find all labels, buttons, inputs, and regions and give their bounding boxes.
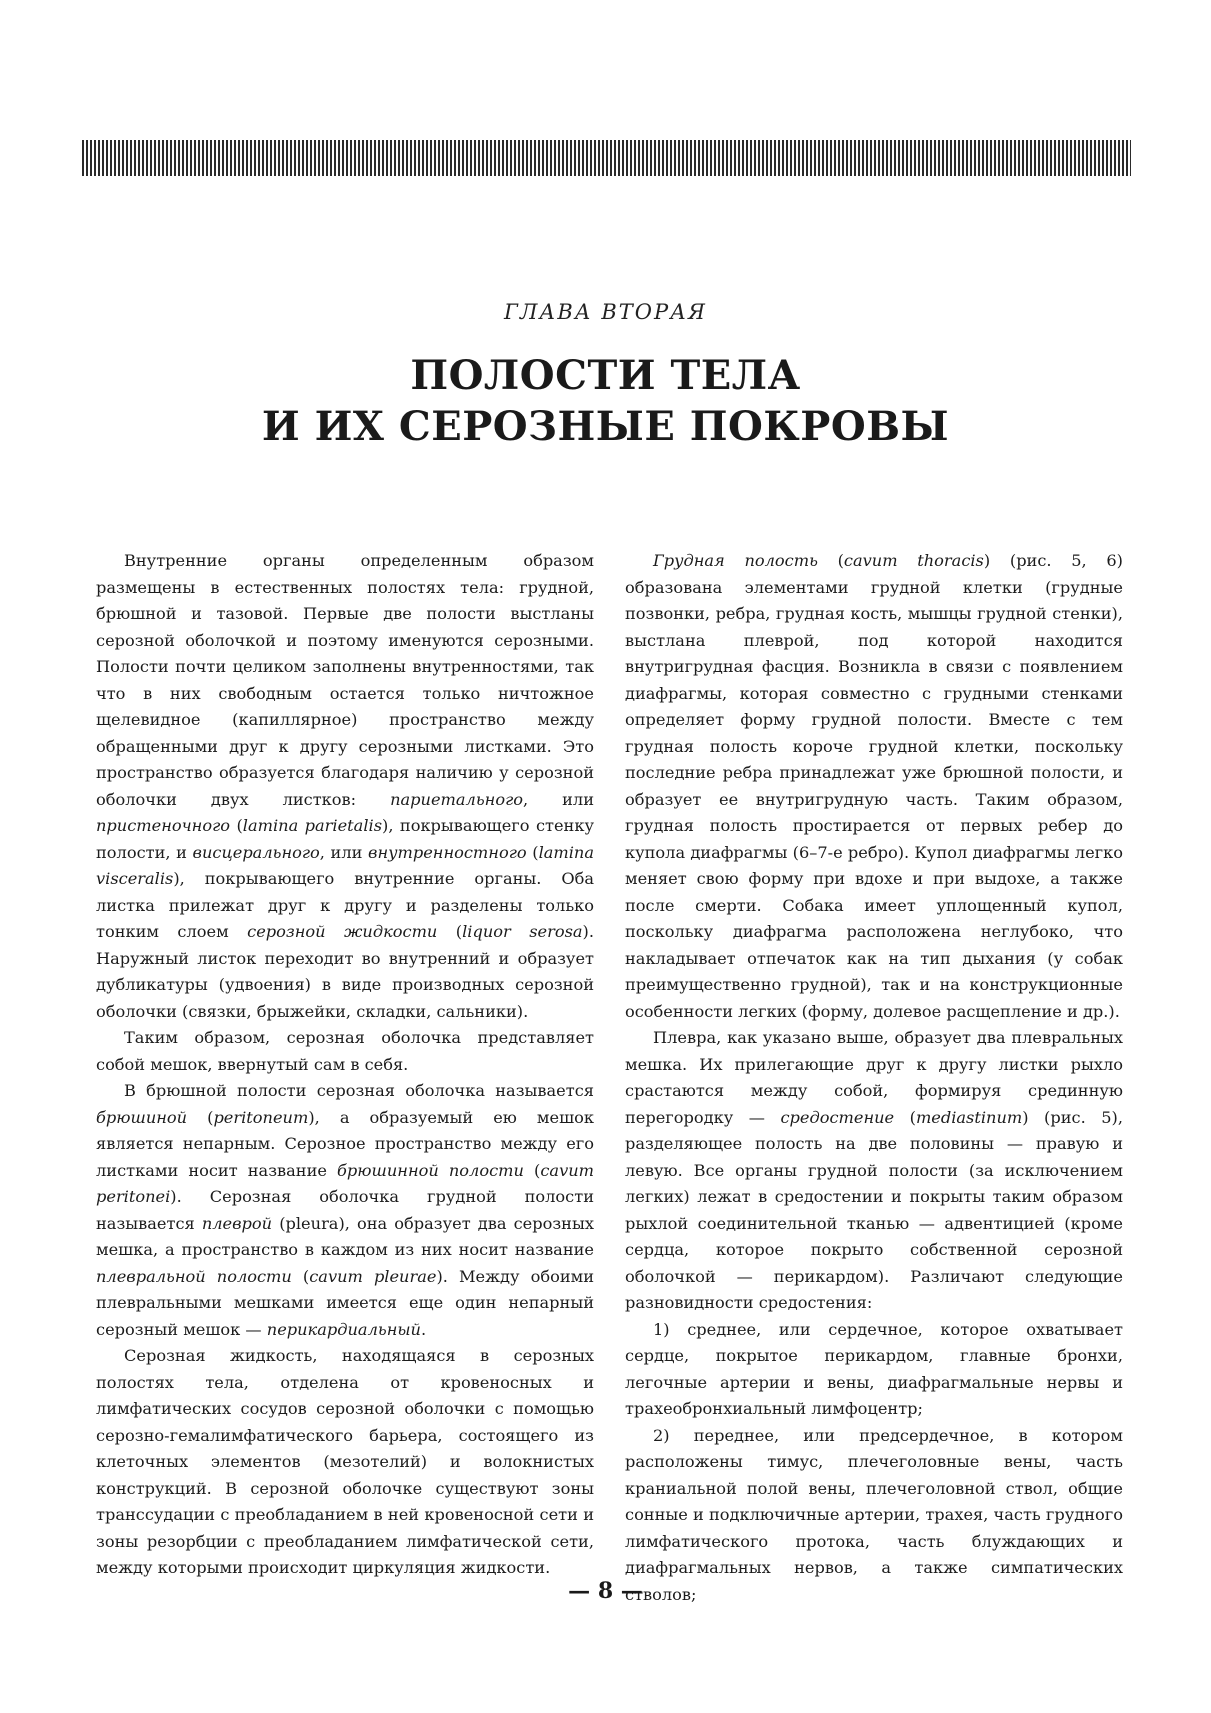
italic-term: висцерального: [192, 842, 320, 862]
text-run: В брюшной полости серозная оболочка называется: [124, 1081, 594, 1100]
paragraph: [96, 1078, 594, 1343]
text-run: Плевра, как указано выше, образует два плевральных мешка. Их прилегающие друг к другу листки рыхло срастаются между собой, формируя срединную перегородку —: [625, 1028, 1123, 1127]
decorative-stripe-bar: [82, 140, 1131, 176]
text-run: .: [420, 1319, 427, 1339]
italic-term: плеврой: [201, 1213, 273, 1233]
text-run: (pleura), она образует два серозных мешка, а пространство в каждом из них носит название: [96, 1213, 594, 1259]
italic-term: внутренностного: [368, 842, 527, 862]
italic-term: париетального: [390, 789, 523, 809]
page-number: — 8 —: [568, 1578, 643, 1604]
text-run: Таким образом, серозная оболочка представляет собой мешок, ввернутый сам в себя.: [96, 1028, 594, 1074]
italic-term: cavum peritonei: [96, 1160, 594, 1206]
text-run: (: [291, 1266, 310, 1286]
italic-term: mediastinum: [915, 1107, 1023, 1127]
text-run: ). Между обоими плевральными мешками имеется еще один непарный серозный мешок —: [96, 1266, 594, 1339]
text-run: ), а образуемый ею мешок является непарным. Серозное пространство между его листками носит название: [96, 1107, 594, 1180]
italic-term: пристеночного: [96, 816, 231, 835]
text-run: , или: [523, 789, 594, 809]
chapter-title-line-1: ПОЛОСТИ ТЕЛА: [410, 352, 801, 399]
paragraph: [625, 1317, 1123, 1423]
italic-term: перикардиальный: [266, 1319, 421, 1339]
italic-term: lamina parietalis: [242, 816, 382, 835]
text-run: ) (рис. 5), разделяющее полость на две половины — правую и левую. Все органы грудной полости (за исключением легких) лежат в средостении и покрыты таким образом рыхлой соединительной тканью — адвентицией (кроме сердца, которое покрыто собственной серозной оболочкой — перикардом). Различают следующие разновидности средостения:: [625, 1107, 1123, 1312]
italic-term: брюшинной полости: [337, 1160, 524, 1180]
text-run: Серозная жидкость, находящаяся в серозных полостях тела, отделена от кровеносных и лимфатических сосудов серозной оболочки с помощью серозно-гемалимфатического барьера, состоящего из клеточных элементов (мезотелий) и волокнистых конструкций. В серозной оболочке существуют зоны транссудации с преобладанием в ней кровеносной сети и зоны резорбции с преобладанием лимфатической сети, между которыми происходит циркуляция жидкости.: [96, 1346, 594, 1577]
chapter-title: [0, 350, 1211, 452]
right-column: [625, 548, 1123, 1608]
text-run: 1) среднее, или сердечное, которое охватывает сердце, покрытое перикардом, главные бронхи, легочные артерии и вены, диафрагмальные нервы и трахеобронхиальный лимфоцентр;: [625, 1319, 1123, 1418]
text-run: ). Наружный листок переходит во внутренний и образует дубликатуры (удвоения) в виде производных серозной оболочки (связки, брыжейки, складки, сальники).: [96, 922, 594, 1021]
italic-term: cavum pleurae: [309, 1266, 437, 1286]
text-run: (: [187, 1107, 214, 1127]
italic-term: Грудная полость: [653, 551, 818, 570]
italic-term: liquor serosa: [462, 922, 583, 941]
italic-term: серозной жидкости: [247, 922, 438, 941]
text-run: ), покрывающего стенку полости, и: [96, 816, 594, 862]
text-run: (: [526, 842, 539, 862]
italic-term: плевральной полости: [96, 1266, 292, 1286]
text-run: (: [230, 816, 243, 835]
paragraph: [96, 1025, 594, 1078]
text-run: (: [523, 1160, 541, 1180]
italic-term: средостение: [780, 1107, 895, 1127]
text-run: ) (рис. 5, 6) образована элементами грудной клетки (грудные позвонки, ребра, грудная кость, мышцы грудной стенки), выстлана плеврой, под которой находится внутригрудная фасция. Возникла в связи с появлением диафрагмы, которая совместно с грудными стенками определяет форму грудной полости. Вместе с тем грудная полость короче грудной клетки, поскольку последние ребра принадлежат уже брюшной полости, и образует ее внутригрудную часть. Таким образом, грудная полость простирается от первых ребер до купола диафрагмы (6–7-е ребро). Купол диафрагмы легко меняет свою форму при вдохе и при выдохе, а также после смерти. Собака имеет уплощенный купол, поскольку диафрагма расположена неглубоко, что накладывает отпечаток как на тип дыхания (у собак преимущественно грудной), так и на конструкционные особенности легких (форму, долевое расщепление и др.).: [625, 551, 1123, 1021]
italic-term: peritoneum: [213, 1107, 309, 1127]
text-run: ), покрывающего внутренние органы. Оба листка прилежат друг к другу и разделены только тонким слоем: [96, 869, 594, 941]
text-run: Внутренние органы определенным образом размещены в естественных полостях тела: грудной, брюшной и тазовой. Первые две полости выстланы серозной оболочкой и поэтому именуются серозными. Полости почти целиком заполнены внутренностями, так что в них свободным остается только ничтожное щелевидное (капиллярное) пространство между обращенными друг к другу серозными листками. Это пространство образуется благодаря наличию у серозной оболочки двух листков:: [96, 551, 594, 809]
italic-term: cavum thoracis: [843, 551, 984, 570]
text-run: (: [894, 1107, 916, 1127]
paragraph: [96, 548, 594, 1025]
text-run: (: [437, 922, 463, 941]
italic-term: lamina visceralis: [96, 842, 594, 888]
paragraph: [625, 548, 1123, 1025]
paragraph: [625, 1025, 1123, 1317]
text-run: ). Серозная оболочка грудной полости называется: [96, 1187, 594, 1233]
text-run: 2) переднее, или предсердечное, в котором расположены тимус, плечеголовные вены, часть краниальной полой вены, плечеголовной ствол, общие сонные и подключичные артерии, трахея, часть грудного лимфатического протока, часть блуждающих и диафрагмальных нервов, а также симпатических стволов;: [625, 1425, 1123, 1604]
italic-term: брюшиной: [96, 1107, 188, 1127]
chapter-label: ГЛАВА ВТОРАЯ: [504, 300, 707, 324]
text-run: , или: [319, 842, 369, 862]
left-column: [96, 548, 594, 1582]
paragraph: [96, 1343, 594, 1582]
text-run: (: [817, 551, 844, 570]
chapter-title-line-2: И ИХ СЕРОЗНЫЕ ПОКРОВЫ: [261, 403, 950, 450]
